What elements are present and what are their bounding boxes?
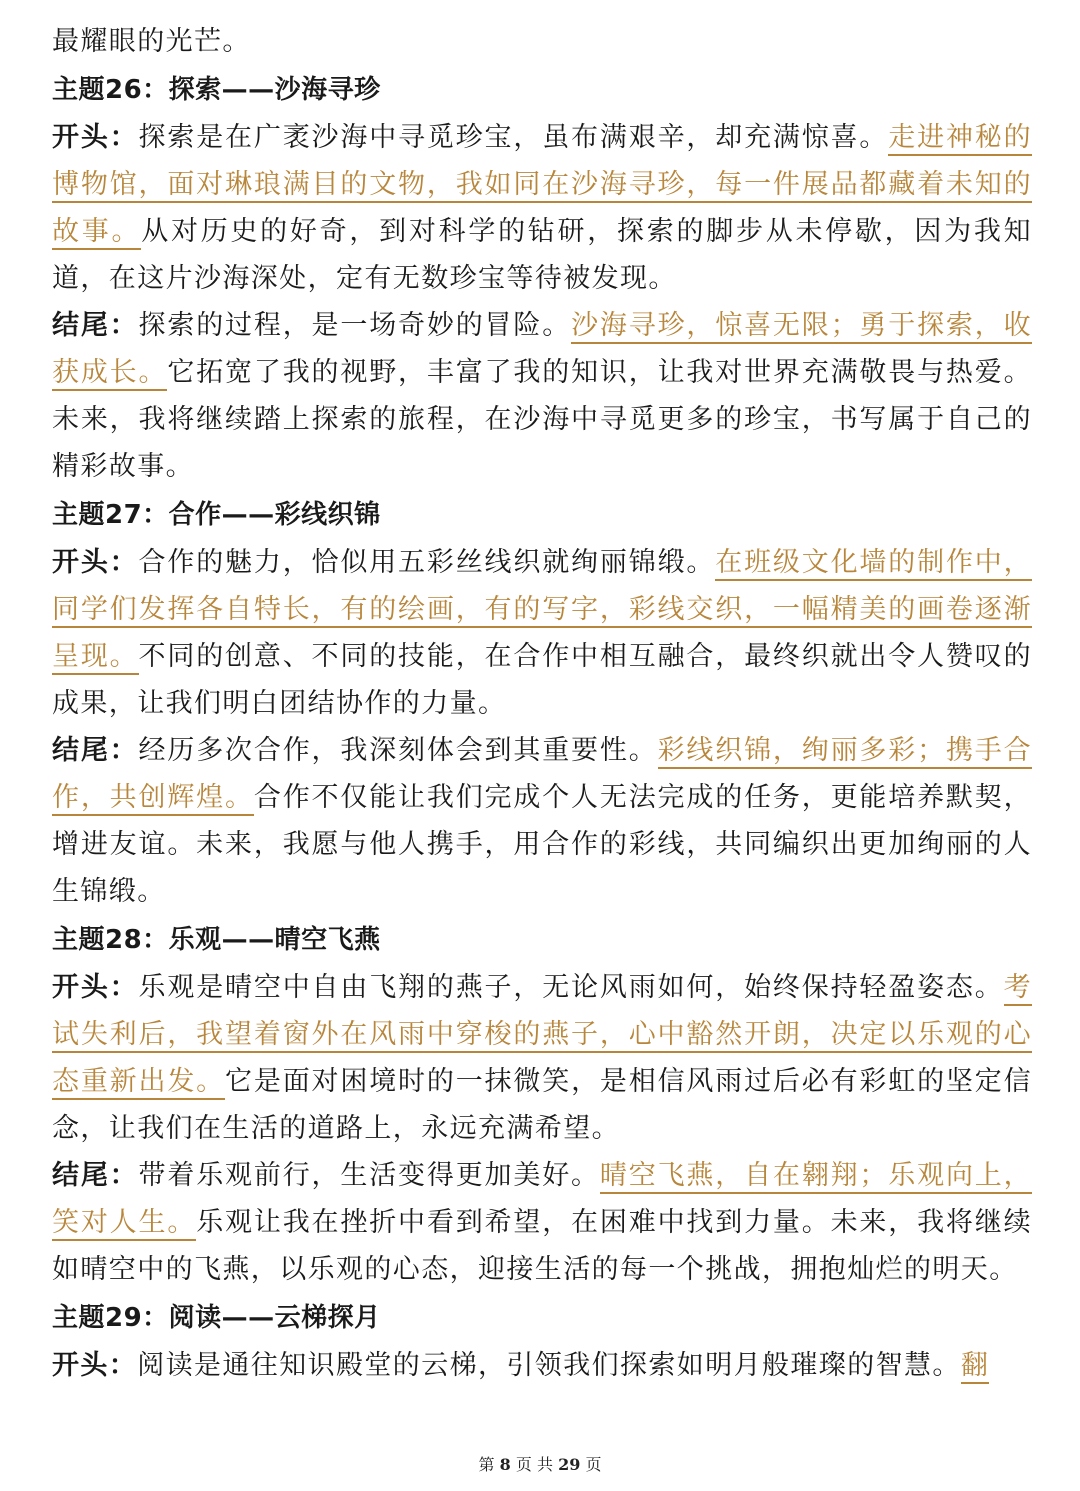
end-text: 经历多次合作，我深刻体会到其重要性。 — [138, 735, 658, 766]
start-label: 开头： — [52, 972, 139, 1003]
end-rest: 它拓宽了我的视野，丰富了我的知识，让我对世界充满敬畏与热爱。未来，我将继续踏上探索的旅程，在沙海中寻觅更多的珍宝，书写属于自己的精彩故事。 — [52, 357, 1033, 482]
end-text: 探索的过程，是一场奇妙的冒险。 — [138, 310, 572, 341]
end-text: 带着乐观前行，生活变得更加美好。 — [138, 1160, 600, 1191]
topic-heading: 主题28：乐观——晴空飞燕 — [52, 925, 381, 955]
start-highlight: 翻 — [961, 1350, 989, 1384]
end-highlight: 彩线织锦，绚丽多彩；携手合作，共创辉煌。 — [52, 735, 1032, 816]
start-text: 探索是在广袤沙海中寻觅珍宝，虽布满艰辛，却充满惊喜。 — [138, 122, 889, 153]
start-text: 乐观是晴空中自由飞翔的燕子，无论风雨如何，始终保持轻盈姿态。 — [138, 972, 1004, 1003]
start-label: 开头： — [52, 1350, 138, 1381]
footer-prefix: 第 — [478, 1455, 495, 1474]
start-label: 开头： — [52, 547, 139, 578]
end-label: 结尾： — [52, 735, 139, 766]
topic-start-paragraph — [52, 114, 1032, 302]
start-rest: 从对历史的好奇，到对科学的钻研，探索的脚步从未停歇，因为我知道，在这片沙海深处，定有无数珍宝等待被发现。 — [52, 216, 1033, 294]
end-label: 结尾： — [52, 1160, 139, 1191]
end-highlight: 晴空飞燕，自在翱翔；乐观向上，笑对人生。 — [52, 1160, 1032, 1241]
topic-heading: 主题27：合作——彩线织锦 — [52, 500, 381, 530]
footer-suffix: 页 — [585, 1455, 602, 1474]
start-highlight: 在班级文化墙的制作中，同学们发挥各自特长，有的绘画，有的写字，彩线交织，一幅精美的画卷逐渐呈现。 — [52, 547, 1032, 675]
page-footer — [0, 1452, 1080, 1475]
start-text: 合作的魅力，恰似用五彩丝线织就绚丽锦缎。 — [138, 547, 716, 578]
end-highlight: 沙海寻珍，惊喜无限；勇于探索，收获成长。 — [52, 310, 1032, 391]
topic-end-paragraph — [52, 302, 1032, 490]
footer-page-number: 8 — [499, 1455, 511, 1474]
footer-total-pages: 29 — [558, 1455, 581, 1474]
end-label: 结尾： — [52, 310, 139, 341]
intro-tail: 最耀眼的光芒。 — [52, 26, 251, 57]
end-rest: 乐观让我在挫折中看到希望，在困难中找到力量。未来，我将继续如晴空中的飞燕，以乐观的心态，迎接生活的每一个挑战，拥抱灿烂的明天。 — [52, 1207, 1032, 1285]
start-rest: 它是面对困境时的一抹微笑，是相信风雨过后必有彩虹的坚定信念，让我们在生活的道路上，永远充满希望。 — [52, 1066, 1033, 1144]
start-highlight: 考试失利后，我望着窗外在风雨中穿梭的燕子，心中豁然开朗，决定以乐观的心态重新出发。 — [52, 972, 1032, 1100]
end-rest: 合作不仅能让我们完成个人无法完成的任务，更能培养默契，增进友谊。未来，我愿与他人携手，用合作的彩线，共同编织出更加绚丽的人生锦缎。 — [52, 782, 1032, 907]
topic-start-paragraph — [52, 964, 1032, 1152]
start-highlight: 走进神秘的博物馆，面对琳琅满目的文物，我如同在沙海寻珍，每一件展品都藏着未知的故事。 — [52, 122, 1032, 250]
start-label: 开头： — [52, 122, 139, 153]
topic-heading: 主题26：探索——沙海寻珍 — [52, 75, 381, 105]
topic-heading: 主题29：阅读——云梯探月 — [52, 1303, 381, 1333]
topic-start-paragraph — [52, 1342, 1032, 1389]
start-rest: 不同的创意、不同的技能，在合作中相互融合，最终织就出令人赞叹的成果，让我们明白团结协作的力量。 — [52, 641, 1032, 719]
topic-end-paragraph — [52, 1152, 1032, 1293]
document-page — [52, 18, 1032, 1389]
topic-end-paragraph — [52, 727, 1032, 915]
start-text: 阅读是通往知识殿堂的云梯，引领我们探索如明月般璀璨的智慧。 — [137, 1350, 961, 1381]
topic-start-paragraph — [52, 539, 1032, 727]
footer-mid: 页 共 — [515, 1455, 553, 1474]
